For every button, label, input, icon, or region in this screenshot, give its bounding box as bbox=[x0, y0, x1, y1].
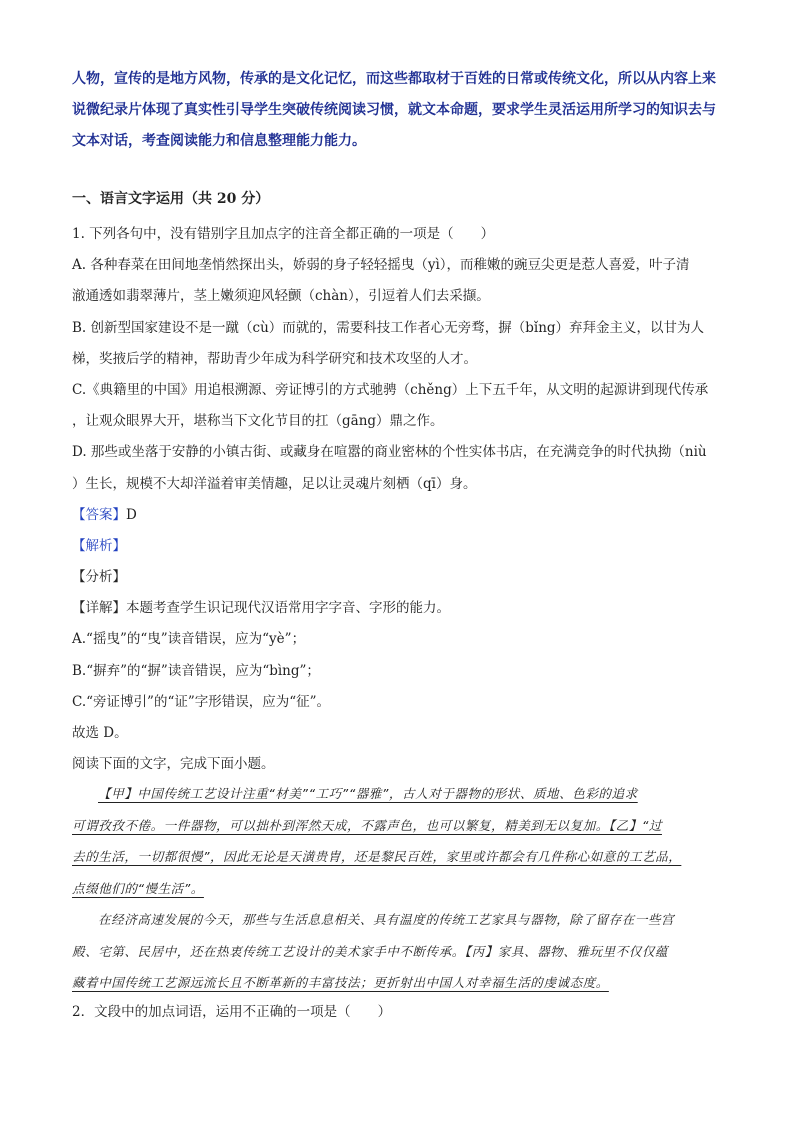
section-title: 一、语言文字运用（共 20 分） bbox=[72, 191, 270, 207]
answer-row bbox=[72, 500, 732, 531]
answer-label: 【答案】 bbox=[72, 506, 126, 523]
passage-p2-line: 殿、宅第、民居中，还在热衷传统工艺设计的美术家手中不断传承。【丙】家具、器物、雅玩里不仅仅蕴 bbox=[72, 943, 669, 959]
passage-p1-line: 点缀他们的“慢生活”。 bbox=[72, 880, 204, 896]
passage-p2-line: 在经济高速发展的今天，那些与生活息息相关、具有温度的传统工艺家具与器物，除了留存在一些宫 bbox=[98, 912, 675, 927]
option-b-line-2: 梯，奖掖后学的精神，帮助青少年成为科学研究和技术攻坚的人才。 bbox=[72, 350, 477, 367]
intro-line: 说微纪录片体现了真实性引导学生突破传统阅读习惯，就文本命题，要求学生灵活运用所学习的知识去与 bbox=[72, 102, 716, 118]
option-b-line-1: B. 创新型国家建设不是一蹴（cù）而就的，需要科技工作者心无旁骛，摒（bǐng）弃拜金主义，以甘为人 bbox=[72, 319, 705, 336]
analysis-label: 【解析】 bbox=[72, 537, 126, 554]
intro-paragraph bbox=[72, 64, 732, 157]
detail-line: 故选 D。 bbox=[72, 725, 128, 741]
detail-line: C.“旁证博引”的“证”字形错误，应为“征”。 bbox=[72, 693, 331, 710]
option-d-line-1: D. 那些或坐落于安静的小镇古街、或藏身在喧嚣的商业密林的个性实体书店，在充满竞争的时代执拗（niù bbox=[72, 444, 707, 461]
answer-value: D bbox=[126, 506, 137, 523]
fenxi-label: 【分析】 bbox=[72, 569, 126, 586]
reading-instruction: 阅读下面的文字，完成下面小题。 bbox=[72, 756, 275, 773]
passage-p2-line: 藏着中国传统工艺源远流长且不断革新的丰富技法；更折射出中国人对幸福生活的虔诚态度。 bbox=[72, 975, 609, 990]
question-1-block bbox=[72, 219, 732, 780]
passage-p1-line: 去的生活，一切都很慢”，因此无论是天潢贵胄，还是黎民百姓，家里或许都会有几件称心如意的工艺品， bbox=[72, 849, 682, 864]
reading-passage bbox=[72, 778, 732, 999]
intro-line: 人物，宣传的是地方风物，传承的是文化记忆，而这些都取材于百姓的日常或传统文化，所以从内容上来 bbox=[72, 71, 716, 87]
intro-line: 文本对话，考查阅读能力和信息整理能力能力。 bbox=[72, 133, 366, 149]
option-c-line-2: ，让观众眼界大开，堪称当下文化节目的扛（gāng）鼎之作。 bbox=[72, 413, 444, 430]
question-1-stem: 1. 下列各句中，没有错别字且加点字的注音全都正确的一项是（ ） bbox=[72, 226, 495, 242]
detail-line: A.“摇曳”的“曳”读音错误，应为“yè”； bbox=[72, 631, 306, 648]
detail-line: B.“摒弃”的“摒”读音错误，应为“bìng”； bbox=[72, 662, 320, 679]
passage-p1-line: 【甲】中国传统工艺设计注重“材美”“工巧”“器雅”，古人对于器物的形状、质地、色彩的追求 bbox=[98, 786, 638, 801]
detail-line: 【详解】本题考查学生识记现代汉语常用字字音、字形的能力。 bbox=[72, 600, 450, 617]
option-c-line-1: C.《典籍里的中国》用追根溯源、旁证博引的方式驰骋（chěng）上下五千年，从文明的起源讲到现代传承 bbox=[72, 381, 709, 398]
passage-p1-line: 可谓孜孜不倦。一件器物，可以拙朴到浑然天成，不露声色，也可以繁复，精美到无以复加。【乙】“过 bbox=[72, 817, 662, 833]
option-d-line-2: ）生长，规模不大却洋溢着审美情趣，足以让灵魂片刻栖（qī）身。 bbox=[72, 475, 477, 492]
option-a-line-2: 澈通透如翡翠薄片，茎上嫩须迎风轻颤（chàn），引逗着人们去采撷。 bbox=[72, 288, 490, 305]
question-2-stem: 2．文段中的加点词语，运用不正确的一项是（ ） bbox=[72, 1004, 392, 1020]
option-a-line-1: A. 各种春菜在田间地垄悄然探出头，娇弱的身子轻轻摇曳（yì），而稚嫩的豌豆尖更是惹人喜爱，叶子清 bbox=[72, 257, 690, 274]
